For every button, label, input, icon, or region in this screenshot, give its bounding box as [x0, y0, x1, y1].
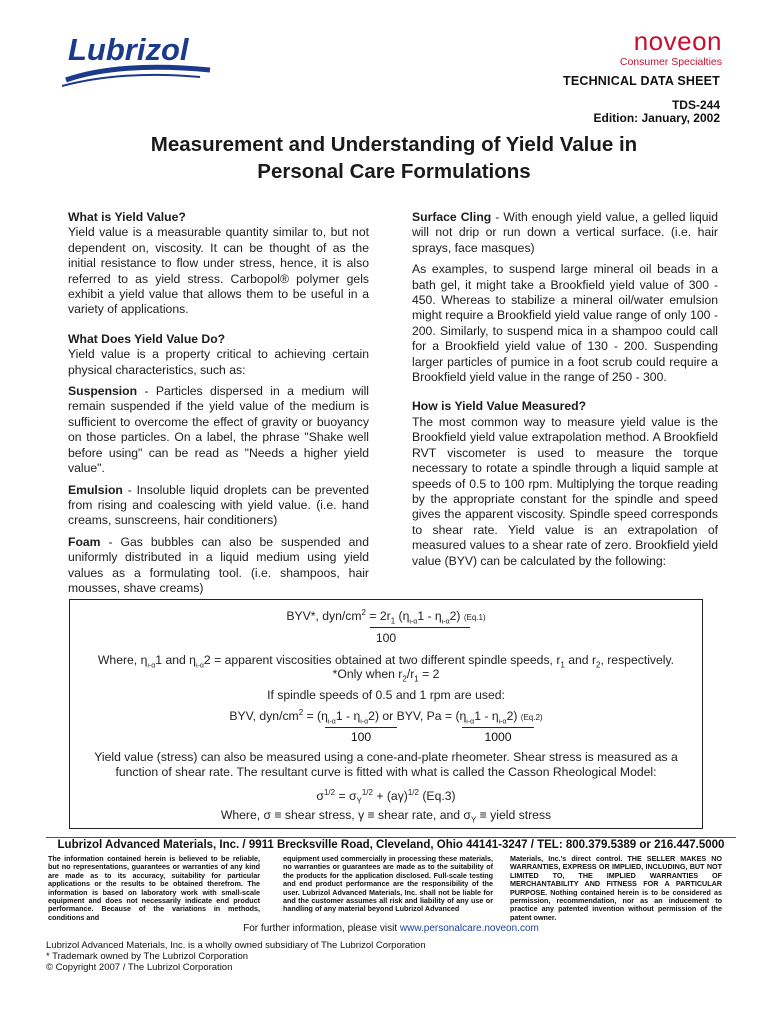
paragraph-foam	[68, 535, 369, 597]
disclaimer-column-2: equipment used commercially in processing these materials, no warranties or guarantees are made as to the suitability of the products for the application disclosed. Full-scale testing and end product performance are the responsibility of the user. Lubrizol Advanced Materials, Inc. shall not be liable for and the customer assumes all risk and liability of any use or handling of any material beyond Lubrizol Advanced	[283, 854, 493, 914]
disclaimer-column-3: Materials, Inc.'s direct control. THE SELLER MAKES NO WARRANTIES, EXPRESS OR IMPLIED, INCLUDING, BUT NOT LIMITED TO, THE IMPLIED WARRANTIES OF MERCHANTABILITY AND FITNESS FOR A PARTICULAR PURPOSE. Nothing contained herein is to be considered as permission, recommendation, nor as an inducement to practice any patented invention without permission of the patent owner.	[510, 854, 722, 922]
heading-how-is-yield-value-measured: How is Yield Value Measured?	[412, 399, 587, 414]
paragraph-yield-value-definition: Yield value is a measurable quantity similar to, but not dependent on, viscosity. It can be thought of as the initial resistance to flow under stress, hence, it is also referred to as yield stress. Carbopol® polymer gels exhibit a yield value that allows them to be useful in a variety of applications.	[68, 225, 369, 317]
noveon-logo	[556, 26, 726, 76]
if-spindle-speeds: If spindle speeds of 0.5 and 1 rpm are used:	[267, 688, 505, 702]
trademark-note: * Trademark owned by The Lubrizol Corporation	[46, 951, 249, 962]
foam-text: - Gas bubbles can also be suspended and uniformly distributed in a liquid medium using yield values as a formulating tool. (i.e. shampoos, hair mousses, shave creams)	[68, 534, 369, 595]
equation-2: BYV, dyn/$cm^2 = (\eta_{\iota-\alpha}1 - \eta_{\iota-\alpha}2)$ or BYV, $Pa = (\eta_{\iota-\alpha}1 - \eta_{\iota-\alpha}2)$ (Eq.2)	[229, 708, 543, 726]
foam-lead: Foam	[68, 534, 101, 549]
paragraph-emulsion	[68, 483, 369, 529]
eq2-fraction-line-1	[325, 727, 397, 728]
suspension-text: - Particles dispersed in a medium will remain suspended if the yield value of the medium is sufficient to overcome the effect of gravity or buoyancy on those particles. On a label, the phrase "Shake well before using" can be read as "Needs a higher yield value".	[68, 384, 369, 476]
formula-box	[69, 599, 703, 829]
right-column	[412, 210, 718, 575]
lubrizol-wordmark: Lubrizol	[68, 32, 189, 67]
paragraph-yield-value-role: Yield value is a property critical to achieving certain physical characteristics, such as:	[68, 347, 369, 377]
emulsion-lead: Emulsion	[68, 482, 123, 497]
title-line-1: Measurement and Understanding of Yield Value in	[150, 133, 638, 156]
website-link[interactable]: www.personalcare.noveon.com	[399, 923, 539, 934]
noveon-wordmark: noveon	[633, 26, 722, 56]
footer-divider	[46, 837, 736, 838]
where-casson-variables: Where, σ ≡ shear stress, γ ≡ shear rate, and $\sigma_Y$ ≡ yield stress	[220, 808, 552, 825]
only-when-ratio: *Only when $r_2/r_1 = 2$	[332, 667, 440, 684]
casson-description: Yield value (stress) can also be measured using a cone-and-plate rheometer. Shear stress is measured as a function of shear rate. The resultant curve is fitted with what is called the Casson Rheological Model:	[94, 750, 678, 779]
equation-1: BYV*, dyn/$cm^2 = 2r_1$ $(\eta_{\iota-\alpha}1 - \eta_{\iota-\alpha}2)$ (Eq.1)	[286, 608, 486, 626]
equation-3: $\sigma^{1/2} = \sigma_Y^{1/2} + (a\gamma)^{1/2}$ (Eq.3)	[316, 788, 456, 806]
further-information	[46, 923, 736, 934]
tds-number: TDS-244	[671, 98, 720, 112]
noveon-subtitle: Consumer Specialties	[619, 56, 722, 68]
subsidiary-note: Lubrizol Advanced Materials, Inc. is a wholly owned subsidiary of The Lubrizol Corporation	[46, 940, 426, 951]
eq1-fraction-line	[370, 627, 470, 628]
surface-cling-text: - With enough yield value, a gelled liquid will not drip or run down a vertical surface. (i.e. hair sprays, face masques)	[412, 210, 718, 255]
further-info-text: For further information, please visit	[243, 923, 400, 934]
disclaimer-column-1: The information contained herein is believed to be reliable, but no representations, guarantees or warranties of any kind are made as to its accuracy, suitability for particular applications or the results to be obtained therefrom. The information is based on laboratory work with small-scale equipment and does not necessarily indicate end product performance. Because of the variations in methods, conditions and	[48, 854, 260, 922]
paragraph-examples: As examples, to suspend large mineral oil beads in a bath gel, it might take a Brookfield yield value of 300 - 450. Whereas to stabilize a mineral oil/water emulsion might require a Brookfield yield value range of only 100 - 200. Similarly, to suspend mica in a shampoo could call for a Brookfield yield value of 130 - 200. Suspending larger particles of pumice in a foot scrub could require a Brookfield yield value in the range of 250 - 300.	[412, 262, 718, 385]
heading-what-is-yield-value: What is Yield Value?	[68, 210, 186, 224]
paragraph-surface-cling	[412, 210, 718, 256]
suspension-lead: Suspension	[68, 384, 138, 399]
edition-date: Edition: January, 2002	[593, 111, 720, 125]
paragraph-suspension	[68, 384, 369, 476]
document-type-label: TECHNICAL DATA SHEET	[562, 74, 720, 88]
heading-what-does-yield-value-do: What Does Yield Value Do?	[68, 331, 226, 346]
lubrizol-logo	[60, 30, 260, 90]
eq2-denominator-1: 100	[350, 730, 372, 744]
emulsion-text: - Insoluble liquid droplets can be prevented from rising and coalescing with yield value. (i.e. hand creams, sunscreens, hair conditioners)	[68, 482, 369, 528]
title-line-2: Personal Care Formulations	[257, 160, 531, 183]
paragraph-measurement-method: The most common way to measure yield value is the Brookfield yield value extrapolation method. A Brookfield RVT viscometer is used to measure the torque necessary to rotate a spindle through a liquid sample at speeds of 0.5 to 100 rpm. Multiplying the torque reading by the appropriate constant for the spindle and speed gives the apparent viscosity. Spindle speed corresponds to shear rate. Yield value is an extrapolation of measured values to a shear rate of zero. Brookfield yield value (BYV) can be calculated by the following:	[412, 414, 718, 568]
page-title	[60, 131, 728, 185]
company-address: Lubrizol Advanced Materials, Inc. / 9911 Brecksville Road, Cleveland, Ohio 44141-3247 / TEL: 800.379.5389 or 216.447.5000	[57, 839, 725, 851]
surface-cling-lead: Surface Cling	[412, 210, 492, 224]
eq2-denominator-2: 1000	[484, 730, 512, 744]
eq1-denominator: 100	[375, 631, 397, 645]
left-column	[68, 210, 369, 602]
copyright-note: © Copyright 2007 / The Lubrizol Corporation	[46, 962, 233, 973]
eq2-fraction-line-2	[462, 727, 534, 728]
where-viscosities: Where, $\eta_{\iota-\alpha}1$ and $\eta_{\iota-\alpha}2$ = apparent viscosities obtained at two different spindle speeds, $r_1$ and $r_2$, respectively.	[97, 653, 675, 670]
